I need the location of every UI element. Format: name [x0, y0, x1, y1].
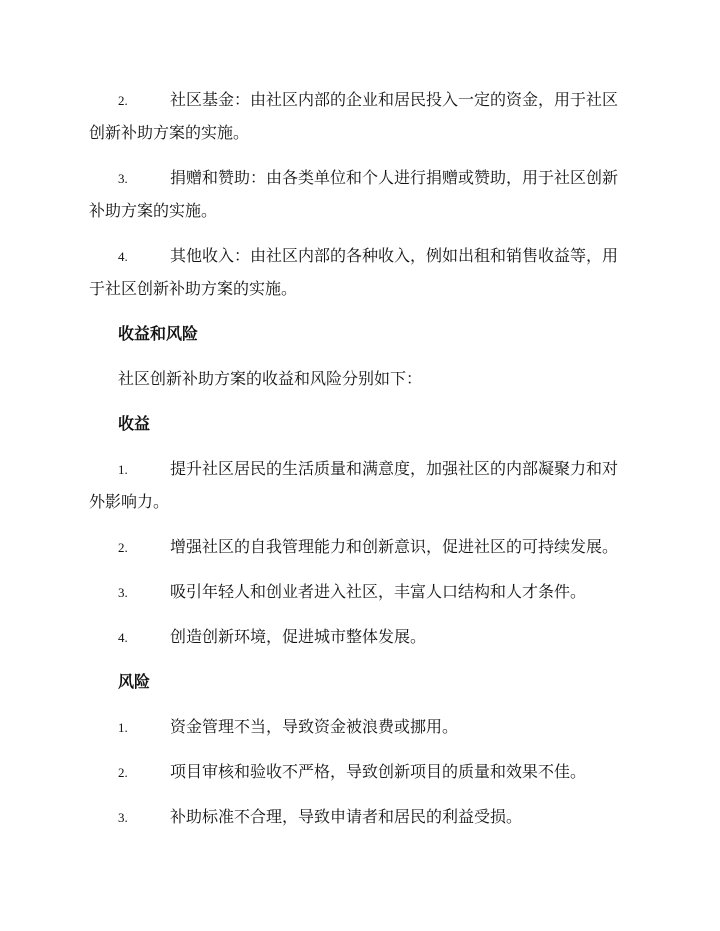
- section-heading: 收益和风险: [118, 326, 199, 343]
- funding-item: [89, 162, 632, 228]
- risk-item: [89, 756, 632, 789]
- item-text: 捐赠和赞助：由各类单位和个人进行捐赠或赞助，用于社区创新补助方案的实施。: [89, 170, 619, 220]
- benefit-item: [89, 576, 632, 609]
- item-text: 增强社区的自我管理能力和创新意识，促进社区的可持续发展。: [170, 539, 619, 556]
- item-text: 项目审核和验收不严格，导致创新项目的质量和效果不佳。: [170, 764, 587, 781]
- section-intro: 社区创新补助方案的收益和风险分别如下：: [118, 371, 423, 388]
- item-number: 3.: [118, 171, 128, 186]
- item-text: 资金管理不当，导致资金被浪费或挪用。: [170, 719, 459, 736]
- funding-item: [89, 84, 632, 150]
- item-number: 3.: [118, 585, 128, 600]
- item-number: 2.: [118, 540, 128, 555]
- benefit-item: [89, 621, 632, 654]
- funding-item: [89, 240, 632, 306]
- risks-heading: 风险: [118, 674, 151, 691]
- benefit-item: [89, 453, 632, 519]
- item-text: 提升社区居民的生活质量和满意度，加强社区的内部凝聚力和对外影响力。: [89, 461, 619, 511]
- item-number: 1.: [118, 720, 128, 735]
- item-number: 4.: [118, 630, 128, 645]
- benefits-heading: 收益: [118, 416, 151, 433]
- item-number: 1.: [118, 462, 128, 477]
- item-text: 其他收入：由社区内部的各种收入，例如出租和销售收益等，用于社区创新补助方案的实施。: [89, 248, 619, 298]
- risk-item: [89, 801, 632, 834]
- item-number: 2.: [118, 93, 128, 108]
- risk-item: [89, 711, 632, 744]
- item-text: 创造创新环境，促进城市整体发展。: [170, 629, 427, 646]
- item-text: 补助标准不合理，导致申请者和居民的利益受损。: [170, 809, 523, 826]
- item-number: 3.: [118, 810, 128, 825]
- benefit-item: [89, 531, 632, 564]
- item-text: 吸引年轻人和创业者进入社区，丰富人口结构和人才条件。: [170, 584, 587, 601]
- item-number: 4.: [118, 249, 128, 264]
- item-number: 2.: [118, 765, 128, 780]
- item-text: 社区基金：由社区内部的企业和居民投入一定的资金，用于社区创新补助方案的实施。: [89, 92, 619, 142]
